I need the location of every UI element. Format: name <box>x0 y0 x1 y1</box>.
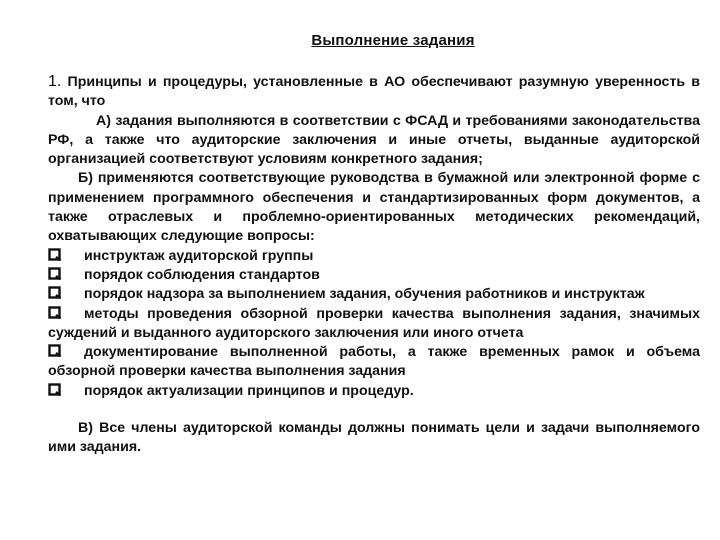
list-item <box>48 266 700 285</box>
bullet-text: порядок соблюдения стандартов <box>84 266 320 283</box>
intro-number: 1. <box>48 73 62 90</box>
square-bullet-icon <box>48 383 62 396</box>
list-item <box>48 247 700 266</box>
paragraph-v: В) Все члены аудиторской команды должны понимать цели и задачи выполняемого ими задания. <box>48 420 700 456</box>
paragraph-b: Б) применяются соответствующие руководства в бумажной или электронной форме с применением программного обеспечения и стандартизированных форм документов, а также отраслевых и проблемно-ориентированных методических рекомендаций, охватывающих следующие вопросы: <box>48 170 700 245</box>
document-body <box>48 72 700 458</box>
intro-text: Принципы и процедуры, установленные в АО обеспечивают разумную уверенность в том, что <box>48 74 700 110</box>
bullet-text: инструктаж аудиторской группы <box>84 247 314 264</box>
paragraph-a: А) задания выполняются в соответствии с ФСАД и требованиями законодательства РФ, а также что аудиторские заключения и иные отчеты, выданные аудиторской организацией соответствуют условиям конкретного задания; <box>48 112 700 168</box>
list-item <box>48 343 700 382</box>
list-item <box>48 285 700 304</box>
document-page <box>48 0 700 540</box>
document-title: Выполнение задания <box>311 32 475 49</box>
bullet-text: документирование выполненной работы, а также временных рамок и объема обзорной проверки качества выполнения задания <box>48 344 700 380</box>
square-bullet-icon <box>48 286 62 299</box>
bullet-text: методы проведения обзорной проверки качества выполнения задания, значимых суждений и выданного аудиторского заключения или иного отчета <box>48 305 700 341</box>
bullet-list <box>48 247 700 401</box>
list-item <box>48 382 700 401</box>
bullet-text: порядок надзора за выполнением задания, обучения работников и инструктаж <box>84 286 645 303</box>
square-bullet-icon <box>48 344 62 357</box>
list-item <box>48 305 700 344</box>
square-bullet-icon <box>48 267 62 280</box>
intro-paragraph <box>48 72 700 112</box>
square-bullet-icon <box>48 248 62 261</box>
bullet-text: порядок актуализации принципов и процедур. <box>84 382 414 399</box>
square-bullet-icon <box>48 306 62 319</box>
